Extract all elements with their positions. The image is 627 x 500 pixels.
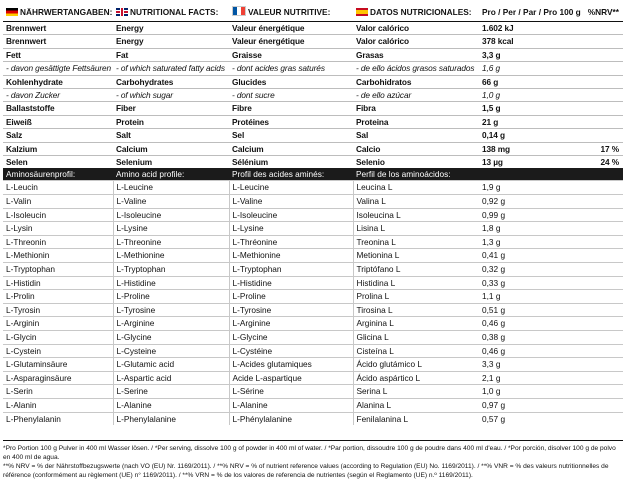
nutrient-nrv: 24 % xyxy=(563,156,623,169)
nutrient-nrv xyxy=(563,22,623,35)
amino-de: L-Isoleucin xyxy=(3,208,113,222)
amino-fr: L-Acides glutamiques xyxy=(229,358,353,372)
amino-header-value xyxy=(479,168,623,181)
nutrient-es: - de ello ácidos grasos saturados xyxy=(353,62,479,75)
amino-header-es: Perfil de los aminoácidos: xyxy=(353,168,479,181)
amino-en: L-Glycine xyxy=(113,331,229,345)
amino-row xyxy=(3,398,623,412)
amino-es: Leucina L xyxy=(353,181,479,195)
nutrient-nrv xyxy=(563,129,623,142)
footnote-nrv: **% NRV = % der Nährstoffbezugswerte (nach VO (EU) Nr. 1169/2011). / **% NRV = % of nutrient reference values (according to Regulation (EU) No. 1169/2011). / **% VNR = % des valeurs nutritionnelles de référence (conformément au règlement (UE) n° 1169/2011). / **% VRN = % de los valores de referencia de nutrientes (según el Reglamento (UE) n.º 1169/2011). xyxy=(3,463,609,479)
amino-de: L-Glutaminsäure xyxy=(3,358,113,372)
amino-value: 0,97 g xyxy=(479,398,623,412)
amino-en: L-Tyrosine xyxy=(113,303,229,317)
amino-header-de: Aminosäurenprofil: xyxy=(3,168,113,181)
amino-es: Triptófano L xyxy=(353,263,479,277)
nutrient-fr: - dont sucre xyxy=(229,89,353,102)
amino-fr: L-Proline xyxy=(229,290,353,304)
uk-flag-icon xyxy=(116,8,128,16)
nutrient-fr: - dont acides gras saturés xyxy=(229,62,353,75)
amino-fr: L-Valine xyxy=(229,195,353,209)
amino-value: 1,1 g xyxy=(479,290,623,304)
nutrient-en: - of which sugar xyxy=(113,89,229,102)
nutrient-value: 3,3 g xyxy=(479,48,563,61)
amino-row xyxy=(3,290,623,304)
amino-en: L-Aspartic acid xyxy=(113,371,229,385)
nutrient-es: Calcio xyxy=(353,142,479,155)
german-flag-icon xyxy=(6,8,18,16)
nutrient-value: 21 g xyxy=(479,115,563,128)
amino-fr: L-Sérine xyxy=(229,385,353,399)
header-fr xyxy=(229,4,353,22)
amino-value: 0,33 g xyxy=(479,276,623,290)
amino-fr: Acide L-aspartique xyxy=(229,371,353,385)
amino-row xyxy=(3,331,623,345)
amino-es: Valina L xyxy=(353,195,479,209)
nutrition-row xyxy=(3,129,623,142)
nutrient-en: Fat xyxy=(113,48,229,61)
amino-en: L-Phenylalanine xyxy=(113,412,229,425)
nutrient-en: Energy xyxy=(113,35,229,48)
amino-en: L-Alanine xyxy=(113,398,229,412)
nutrient-nrv xyxy=(563,62,623,75)
amino-en: L-Serine xyxy=(113,385,229,399)
nutrient-en: Salt xyxy=(113,129,229,142)
amino-value: 0,57 g xyxy=(479,412,623,425)
nutrient-en: Selenium xyxy=(113,156,229,169)
amino-value: 0,41 g xyxy=(479,249,623,263)
amino-header-en: Amino acid profile: xyxy=(113,168,229,181)
amino-de: L-Valin xyxy=(3,195,113,209)
nutrition-header-row xyxy=(3,4,623,22)
amino-fr: L-Glycine xyxy=(229,331,353,345)
amino-de: L-Glycin xyxy=(3,331,113,345)
nutrient-de: Brennwert xyxy=(3,35,113,48)
amino-row xyxy=(3,371,623,385)
nutrient-en: Fiber xyxy=(113,102,229,115)
nutrition-row xyxy=(3,142,623,155)
amino-fr: L-Histidine xyxy=(229,276,353,290)
nutrient-fr: Sélénium xyxy=(229,156,353,169)
nutrient-de: Fett xyxy=(3,48,113,61)
amino-row xyxy=(3,263,623,277)
amino-es: Serina L xyxy=(353,385,479,399)
amino-fr: L-Thréonine xyxy=(229,235,353,249)
amino-en: L-Histidine xyxy=(113,276,229,290)
nutrition-row xyxy=(3,102,623,115)
nutrient-fr: Valeur énergétique xyxy=(229,35,353,48)
amino-row xyxy=(3,317,623,331)
amino-en: L-Leucine xyxy=(113,181,229,195)
amino-value: 2,1 g xyxy=(479,371,623,385)
nutrient-de: - davon Zucker xyxy=(3,89,113,102)
header-nrv: %NRV** xyxy=(563,4,623,22)
spanish-flag-icon xyxy=(356,8,368,16)
amino-value: 0,51 g xyxy=(479,303,623,317)
nutrition-row xyxy=(3,22,623,35)
nutrient-en: Carbohydrates xyxy=(113,75,229,88)
amino-fr: L-Lysine xyxy=(229,222,353,236)
amino-es: Prolina L xyxy=(353,290,479,304)
nutrient-en: Energy xyxy=(113,22,229,35)
amino-row xyxy=(3,344,623,358)
amino-row xyxy=(3,276,623,290)
amino-row xyxy=(3,358,623,372)
nutrient-nrv xyxy=(563,115,623,128)
amino-de: L-Phenylalanin xyxy=(3,412,113,425)
amino-de: L-Asparaginsäure xyxy=(3,371,113,385)
header-es-label: DATOS NUTRICIONALES: xyxy=(370,7,472,17)
nutrient-de: Brennwert xyxy=(3,22,113,35)
amino-row xyxy=(3,208,623,222)
amino-en: L-Glutamic acid xyxy=(113,358,229,372)
amino-value: 0,92 g xyxy=(479,195,623,209)
amino-fr: L-Tyrosine xyxy=(229,303,353,317)
amino-en: L-Tryptophan xyxy=(113,263,229,277)
amino-es: Treonina L xyxy=(353,235,479,249)
nutrient-nrv xyxy=(563,102,623,115)
nutrition-row xyxy=(3,89,623,102)
nutrient-fr: Fibre xyxy=(229,102,353,115)
nutrient-de: Ballaststoffe xyxy=(3,102,113,115)
nutrition-row xyxy=(3,35,623,48)
nutrient-value: 0,14 g xyxy=(479,129,563,142)
nutrient-es: Grasas xyxy=(353,48,479,61)
amino-de: L-Tyrosin xyxy=(3,303,113,317)
nutrient-fr: Glucides xyxy=(229,75,353,88)
nutrient-value: 66 g xyxy=(479,75,563,88)
header-de-label: NÄHRWERTANGABEN: xyxy=(20,7,113,17)
amino-en: L-Arginine xyxy=(113,317,229,331)
header-de xyxy=(3,4,113,22)
amino-fr: L-Arginine xyxy=(229,317,353,331)
amino-row xyxy=(3,235,623,249)
nutrient-es: Sal xyxy=(353,129,479,142)
nutrient-fr: Calcium xyxy=(229,142,353,155)
amino-es: Glicina L xyxy=(353,331,479,345)
amino-row xyxy=(3,181,623,195)
nutrient-es: - de ello azúcar xyxy=(353,89,479,102)
amino-es: Isoleucina L xyxy=(353,208,479,222)
amino-de: L-Threonin xyxy=(3,235,113,249)
amino-es: Cisteína L xyxy=(353,344,479,358)
nutrient-es: Carbohidratos xyxy=(353,75,479,88)
amino-de: L-Histidin xyxy=(3,276,113,290)
amino-header-fr: Profil des acides aminés: xyxy=(229,168,353,181)
french-flag-icon xyxy=(232,6,246,16)
amino-row xyxy=(3,303,623,317)
amino-header-row xyxy=(3,168,623,181)
amino-es: Ácido aspártico L xyxy=(353,371,479,385)
nutrient-fr: Graisse xyxy=(229,48,353,61)
nutrition-label xyxy=(3,4,623,425)
amino-value: 0,38 g xyxy=(479,331,623,345)
footnotes xyxy=(3,440,623,480)
nutrient-value: 138 mg xyxy=(479,142,563,155)
amino-es: Alanina L xyxy=(353,398,479,412)
nutrient-es: Proteina xyxy=(353,115,479,128)
amino-es: Lisina L xyxy=(353,222,479,236)
nutrient-value: 1.602 kJ xyxy=(479,22,563,35)
header-fr-label: VALEUR NUTRITIVE: xyxy=(248,7,331,17)
amino-de: L-Serin xyxy=(3,385,113,399)
nutrition-row xyxy=(3,115,623,128)
nutrient-nrv xyxy=(563,48,623,61)
nutrition-table xyxy=(3,4,623,168)
header-en-label: NUTRITIONAL FACTS: xyxy=(130,7,219,17)
nutrient-nrv xyxy=(563,75,623,88)
amino-fr: L-Phénylalanine xyxy=(229,412,353,425)
amino-value: 3,3 g xyxy=(479,358,623,372)
amino-row xyxy=(3,195,623,209)
amino-de: L-Tryptophan xyxy=(3,263,113,277)
amino-es: Ácido glutámico L xyxy=(353,358,479,372)
nutrient-en: - of which saturated fatty acids xyxy=(113,62,229,75)
nutrient-fr: Valeur énergétique xyxy=(229,22,353,35)
nutrient-value: 378 kcal xyxy=(479,35,563,48)
nutrient-value: 1,5 g xyxy=(479,102,563,115)
amino-value: 0,46 g xyxy=(479,344,623,358)
amino-value: 0,32 g xyxy=(479,263,623,277)
nutrient-nrv xyxy=(563,35,623,48)
footnote-serving: *Pro Portion 100 g Pulver in 400 ml Wasser lösen. / *Per serving, dissolve 100 g of powder in 400 ml of water. / *Par portion, dissoudre 100 g de poudre dans 400 ml d'eau. / *Por porción, disolver 100 g de polvo en 400 ml de agua. xyxy=(3,445,616,461)
nutrient-de: Selen xyxy=(3,156,113,169)
amino-value: 1,9 g xyxy=(479,181,623,195)
nutrient-de: Kalzium xyxy=(3,142,113,155)
amino-es: Histidina L xyxy=(353,276,479,290)
nutrient-de: Salz xyxy=(3,129,113,142)
nutrient-fr: Protéines xyxy=(229,115,353,128)
amino-en: L-Proline xyxy=(113,290,229,304)
amino-value: 1,0 g xyxy=(479,385,623,399)
amino-en: L-Isoleucine xyxy=(113,208,229,222)
amino-acid-table xyxy=(3,168,623,425)
nutrient-es: Valor calórico xyxy=(353,22,479,35)
nutrient-en: Protein xyxy=(113,115,229,128)
amino-row xyxy=(3,385,623,399)
nutrient-value: 13 µg xyxy=(479,156,563,169)
amino-es: Fenilalanina L xyxy=(353,412,479,425)
amino-de: L-Alanin xyxy=(3,398,113,412)
nutrition-row xyxy=(3,48,623,61)
amino-row xyxy=(3,222,623,236)
amino-fr: L-Cystéine xyxy=(229,344,353,358)
amino-en: L-Lysine xyxy=(113,222,229,236)
nutrition-row xyxy=(3,75,623,88)
amino-de: L-Methionin xyxy=(3,249,113,263)
amino-es: Tirosina L xyxy=(353,303,479,317)
amino-de: L-Prolin xyxy=(3,290,113,304)
nutrition-row xyxy=(3,62,623,75)
nutrient-fr: Sel xyxy=(229,129,353,142)
amino-value: 0,46 g xyxy=(479,317,623,331)
amino-value: 1,8 g xyxy=(479,222,623,236)
amino-es: Arginina L xyxy=(353,317,479,331)
nutrient-nrv: 17 % xyxy=(563,142,623,155)
amino-en: L-Methionine xyxy=(113,249,229,263)
header-en xyxy=(113,4,229,22)
nutrition-row xyxy=(3,156,623,169)
amino-fr: L-Alanine xyxy=(229,398,353,412)
amino-row xyxy=(3,412,623,425)
amino-de: L-Lysin xyxy=(3,222,113,236)
nutrient-value: 1,0 g xyxy=(479,89,563,102)
amino-fr: L-Isoleucine xyxy=(229,208,353,222)
header-es xyxy=(353,4,479,22)
amino-es: Metionina L xyxy=(353,249,479,263)
amino-en: L-Threonine xyxy=(113,235,229,249)
nutrient-de: Kohlenhydrate xyxy=(3,75,113,88)
amino-fr: L-Tryptophan xyxy=(229,263,353,277)
nutrient-es: Fibra xyxy=(353,102,479,115)
nutrient-nrv xyxy=(563,89,623,102)
amino-de: L-Leucin xyxy=(3,181,113,195)
amino-de: L-Cystein xyxy=(3,344,113,358)
amino-row xyxy=(3,249,623,263)
nutrient-de: - davon gesättigte Fettsäuren xyxy=(3,62,113,75)
amino-fr: L-Methionine xyxy=(229,249,353,263)
amino-en: L-Cysteine xyxy=(113,344,229,358)
amino-value: 0,99 g xyxy=(479,208,623,222)
nutrient-es: Valor calórico xyxy=(353,35,479,48)
nutrient-es: Selenio xyxy=(353,156,479,169)
nutrient-value: 1,6 g xyxy=(479,62,563,75)
amino-de: L-Arginin xyxy=(3,317,113,331)
amino-fr: L-Leucine xyxy=(229,181,353,195)
nutrient-en: Calcium xyxy=(113,142,229,155)
nutrient-de: Eiweiß xyxy=(3,115,113,128)
amino-value: 1,3 g xyxy=(479,235,623,249)
amino-en: L-Valine xyxy=(113,195,229,209)
header-per: Pro / Per / Par / Pro 100 g xyxy=(479,4,563,22)
